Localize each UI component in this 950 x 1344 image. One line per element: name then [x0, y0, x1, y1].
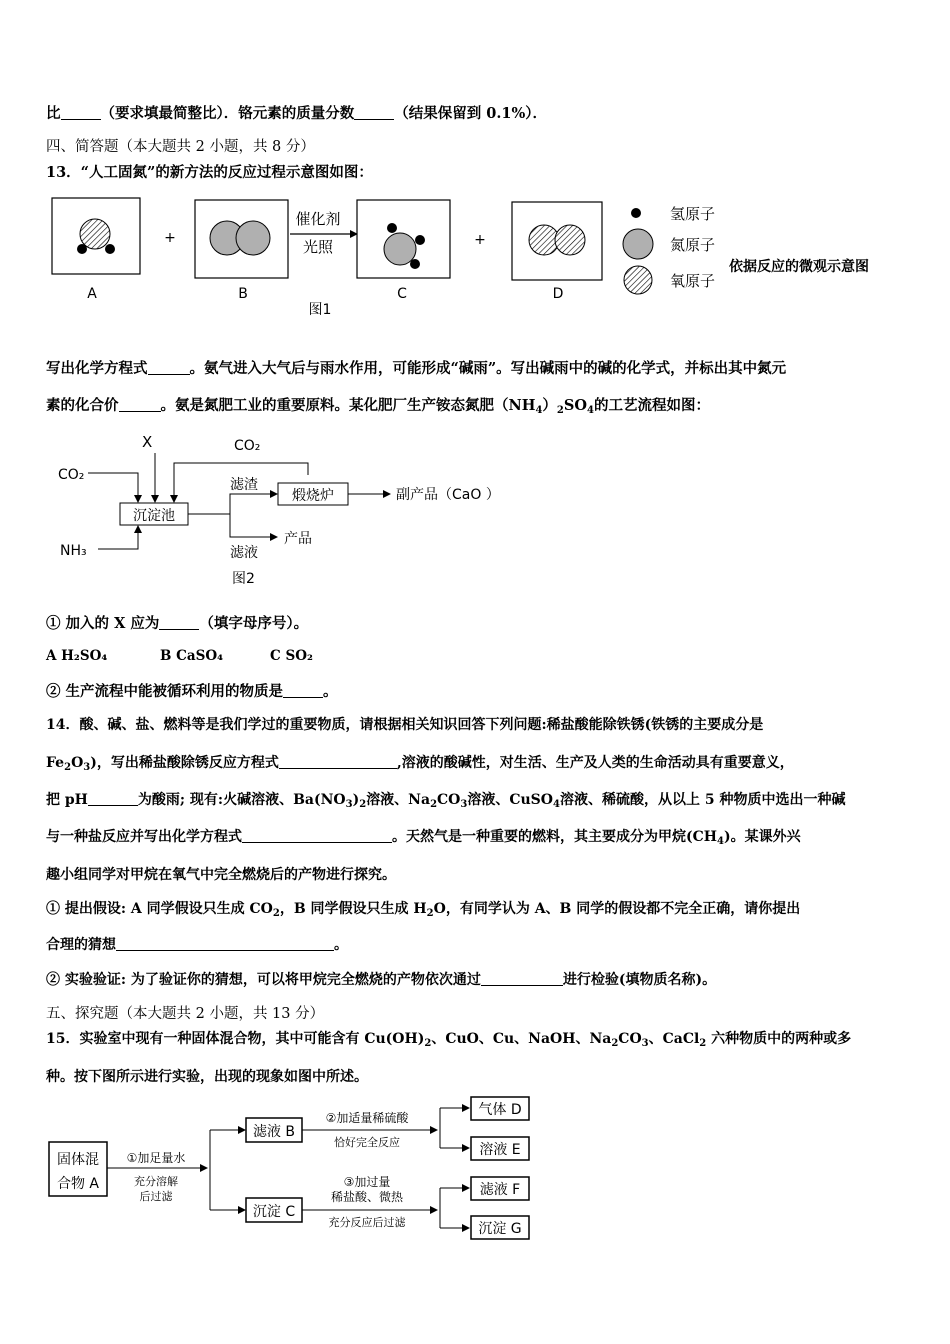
subscript: 3: [641, 1038, 649, 1049]
q12-text: （结果保留到 0.1%）．: [394, 105, 548, 122]
label-a: A: [87, 286, 97, 302]
figure-1-caption: 图1: [308, 302, 332, 318]
q15-text: 六种物质中的两种或多: [706, 1031, 852, 1047]
q14-text: 溶液、Na: [366, 792, 431, 808]
arrow-head: [462, 1184, 470, 1192]
nitrogen-atom: [384, 233, 416, 265]
section-5-heading: 五、探究题（本大题共 2 小题，共 13 分）: [46, 1006, 325, 1022]
q15-line1: [46, 1028, 851, 1049]
plus-sign: +: [164, 230, 176, 246]
q12-text: （要求填最简整比）．铬元素的质量分数: [100, 105, 355, 122]
arrow-head: [430, 1206, 438, 1214]
label-d: D: [552, 286, 564, 302]
subscript: 3: [83, 762, 91, 773]
q14-text: O: [71, 755, 84, 771]
legend-nitrogen: 氮原子: [670, 236, 716, 254]
plus-sign: +: [474, 232, 486, 248]
q13-options: [46, 648, 313, 664]
co2-inlet-line: [88, 473, 138, 497]
step2-sub: 恰好完全反应: [334, 1136, 400, 1149]
q14-line5: 趣小组同学对甲烷在氧气中完全燃烧后的产物进行探究。: [46, 867, 396, 883]
light-label: 光照: [302, 238, 334, 256]
step3-label-1: ③加过量: [343, 1175, 391, 1189]
subscript: 3: [460, 799, 468, 810]
q14-line3: [46, 789, 845, 810]
subscript: 4: [535, 405, 543, 416]
furnace-label: 煅烧炉: [292, 488, 334, 504]
mixture-label-2: 合物 A: [56, 1176, 100, 1192]
q14-line2: [46, 752, 794, 773]
hydrogen-atom: [77, 244, 87, 254]
step3-label-2: 稀盐酸、微热: [330, 1190, 404, 1204]
nh3-inlet-line: [98, 531, 138, 549]
subscript: 4: [717, 836, 724, 847]
subscript: 3: [345, 799, 353, 810]
arrow-head: [383, 490, 391, 498]
figure-2-caption: 图2: [232, 571, 255, 587]
arrow-head: [462, 1144, 470, 1152]
nh3-label: NH₃: [60, 543, 87, 559]
q14-line4: [46, 826, 801, 847]
step1-label: ①加足量水: [126, 1151, 186, 1165]
filtrate-line: [230, 514, 272, 537]
q14-line8: [46, 969, 716, 989]
legend-hydrogen-icon: [631, 208, 641, 218]
answer-blank[interactable]: [61, 105, 101, 120]
q13-text: （填字母序号）。: [199, 615, 309, 632]
subscript: 2: [426, 908, 434, 919]
q14-text: 。: [334, 937, 348, 953]
q14-text: )，写出稀盐酸除锈反应方程式: [90, 755, 279, 771]
q14-text: 。天然气是一种重要的燃料，其主要成分为甲烷(CH: [392, 829, 717, 845]
subscript: 2: [611, 1038, 619, 1049]
q14-text: 把 pH: [46, 792, 88, 808]
product-label: 产品: [284, 531, 312, 547]
hydrogen-atom: [387, 223, 397, 233]
section-4-heading: 四、简答题（本大题共 2 小题，共 8 分）: [46, 139, 315, 155]
gas-d-label: 气体 D: [478, 1102, 522, 1118]
hydrogen-atom: [410, 259, 420, 269]
nitrogen-atom: [236, 221, 270, 255]
legend-nitrogen-icon: [623, 229, 653, 259]
arrow-head: [430, 1126, 438, 1134]
q15-text: CO: [618, 1031, 642, 1047]
q14-text: 合理的猜想: [46, 937, 116, 953]
co2-left-label: CO₂: [58, 467, 85, 483]
q14-text: 进行检验(填物质名称)。: [562, 972, 717, 988]
precipitate-c-label: 沉淀 C: [252, 1204, 296, 1220]
q14-text: 溶液、CuSO: [467, 792, 553, 808]
answer-blank[interactable]: [159, 615, 199, 630]
precipitate-g-label: 沉淀 G: [478, 1221, 522, 1237]
q13-para-line1: [46, 357, 786, 378]
q13-text: ① 加入的 X 应为: [46, 615, 160, 632]
q14-text: 溶液、稀硫酸，从以上 5 种物质中选出一种碱: [559, 792, 846, 808]
subscript: 4: [552, 799, 560, 810]
fig1-side-text: 依据反应的微观示意图: [729, 259, 869, 275]
arrow-head: [462, 1104, 470, 1112]
q14-text: ,溶液的酸碱性，对生活、生产及人类的生命活动具有重要意义，: [396, 755, 794, 771]
q14-line6: [46, 898, 800, 919]
q13-text: 写出化学方程式: [46, 360, 148, 377]
q13-text: ② 生产流程中能被循环利用的物质是: [46, 683, 284, 700]
subscript: 4: [587, 405, 594, 416]
q12-tail-line: [46, 102, 547, 123]
option-c[interactable]: C SO₂: [270, 648, 313, 664]
step1-sub1: 充分溶解: [134, 1175, 178, 1188]
q14-line1: 14．酸、碱、盐、燃料等是我们学过的重要物质，请根据相关知识回答下列问题:稀盐酸能除铁锈(铁锈的主要成分是: [46, 717, 764, 733]
arrow-head: [462, 1224, 470, 1232]
answer-blank[interactable]: [119, 397, 161, 412]
mixture-label-1: 固体混: [57, 1152, 99, 1168]
q14-text: 为酸雨; 现有:火碱溶液、Ba(NO: [137, 792, 346, 808]
co2-top-label: CO₂: [234, 438, 261, 454]
solution-e-label: 溶液 E: [479, 1142, 521, 1158]
q13-sub1: [46, 612, 308, 633]
q14-text: ① 提出假设: A 同学假设只生成 CO: [46, 901, 273, 917]
q14-text: Fe: [46, 755, 65, 771]
answer-blank[interactable]: [242, 828, 392, 843]
answer-blank[interactable]: [354, 105, 394, 120]
legend-oxygen: 氧原子: [670, 272, 716, 290]
hydrogen-atom: [415, 235, 425, 245]
q13-text: 。氨气进入大气后与雨水作用，可能形成“碱雨”。写出碱雨中的碱的化学式，并标出其中氮元: [189, 360, 787, 377]
q15-line2: 种。按下图所示进行实验，出现的现象如图中所述。: [46, 1069, 368, 1085]
arrow-head: [238, 1126, 246, 1134]
q15-text: 15．实验室中现有一种固体混合物，其中可能含有 Cu(OH): [46, 1031, 425, 1047]
q15-text: 、CuO、Cu、NaOH、Na: [431, 1031, 612, 1047]
label-b: B: [238, 286, 248, 302]
q13-text: ）: [542, 397, 557, 414]
filtrate-label: 滤液: [230, 545, 258, 561]
label-c: C: [397, 286, 407, 302]
answer-blank[interactable]: [279, 754, 397, 769]
q14-text: ② 实验验证: 为了验证你的猜想，可以将甲烷完全燃烧的产物依次通过: [46, 972, 481, 988]
q15-text: 、CaCl: [648, 1031, 700, 1047]
q13-text: 。氨是氮肥工业的重要原料。某化肥厂生产铵态氮肥（NH: [160, 397, 536, 414]
answer-blank[interactable]: [481, 971, 563, 986]
option-a[interactable]: A H₂SO₄: [46, 648, 108, 664]
q13-sub2: [46, 680, 338, 701]
residue-line: [230, 494, 272, 514]
subscript: 2: [424, 1038, 432, 1049]
tank-label: 沉淀池: [133, 508, 175, 524]
oxygen-atom: [555, 225, 585, 255]
subscript: 2: [64, 762, 72, 773]
q12-text: 比: [46, 105, 61, 122]
option-b[interactable]: B CaSO₄: [160, 648, 224, 664]
q14-text: CO: [437, 792, 461, 808]
hydrogen-atom: [105, 244, 115, 254]
filtrate-b-label: 滤液 B: [252, 1124, 296, 1140]
answer-blank[interactable]: [88, 791, 138, 806]
figure-3-experiment-flow: [44, 1092, 544, 1252]
arrow-head: [151, 495, 159, 503]
legend-hydrogen: 氢原子: [670, 205, 716, 223]
step1-sub2: 后过滤: [139, 1190, 173, 1203]
legend-oxygen-icon: [624, 266, 652, 294]
answer-blank[interactable]: [116, 936, 334, 951]
subscript: 2: [359, 799, 367, 810]
q14-text: ，B 同学假设只生成 H: [279, 901, 427, 917]
q13-text: 。: [323, 683, 338, 700]
q14-text: O，有同学认为 A、B 同学的假设都不完全正确，请你提出: [433, 901, 801, 917]
q14-text: )。某课外兴: [723, 829, 801, 845]
filtrate-f-label: 滤液 F: [479, 1182, 521, 1198]
arrow-head: [170, 495, 178, 503]
subscript: 2: [556, 405, 564, 416]
residue-label: 滤渣: [230, 477, 258, 493]
figure-2-process-flow: [50, 425, 550, 595]
step3-sub: 充分反应后过滤: [328, 1216, 406, 1229]
arrow-head: [200, 1164, 208, 1172]
x-label: X: [142, 433, 153, 451]
q13-text: SO: [563, 397, 587, 414]
arrow-head: [134, 495, 142, 503]
subscript: 2: [430, 799, 438, 810]
byproduct-label: 副产品（CaO ）: [396, 487, 500, 503]
answer-blank[interactable]: [283, 683, 323, 698]
catalyst-label: 催化剂: [295, 210, 341, 228]
oxygen-atom: [80, 219, 110, 249]
q13-text: 的工艺流程如图：: [593, 397, 710, 414]
arrow-head: [238, 1206, 246, 1214]
q14-text: ): [352, 792, 360, 808]
arrow-head: [270, 490, 278, 498]
q13-text: 素的化合价: [46, 397, 119, 414]
q14-line7: [46, 934, 348, 954]
q13-intro: 13．“人工固氮”的新方法的反应过程示意图如图：: [46, 164, 373, 181]
arrow-head: [270, 533, 278, 541]
subscript: 2: [699, 1038, 707, 1049]
arrow-head: [134, 525, 142, 533]
q14-text: 与一种盐反应并写出化学方程式: [46, 829, 242, 845]
step2-label: ②加适量稀硫酸: [325, 1111, 409, 1125]
q13-para-line2: [46, 394, 710, 416]
subscript: 2: [272, 908, 280, 919]
answer-blank[interactable]: [148, 360, 190, 375]
